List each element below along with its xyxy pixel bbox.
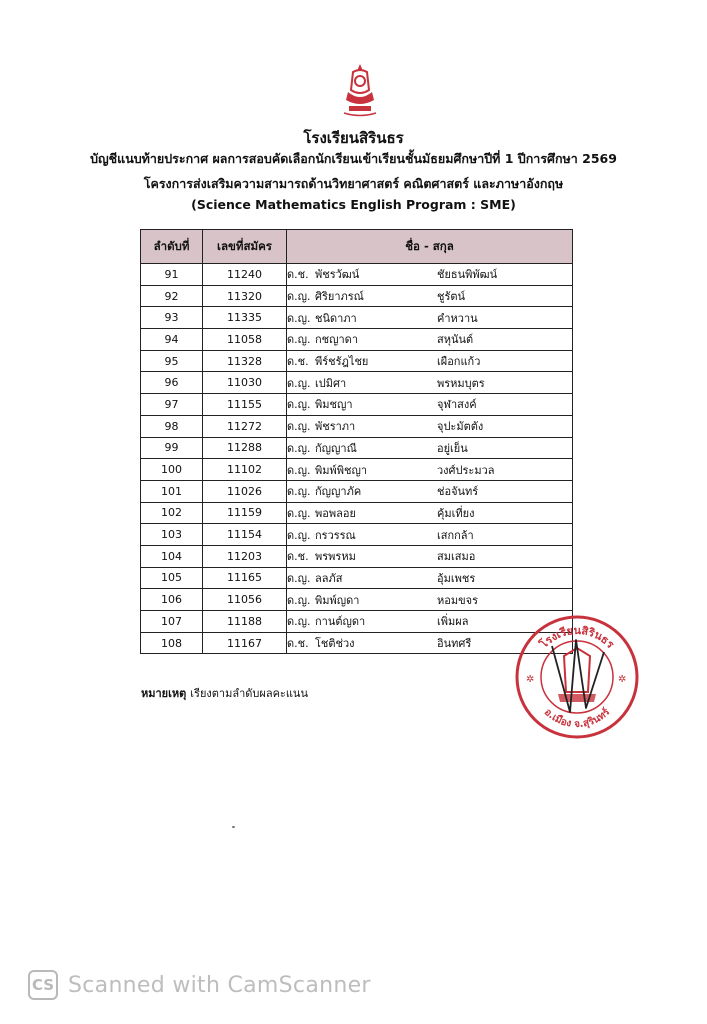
school-emblem-icon xyxy=(340,62,380,118)
svg-text:✲: ✲ xyxy=(526,674,535,685)
last-name: เสกกล้า xyxy=(437,528,474,542)
row-number: 99 xyxy=(141,437,203,459)
student-name xyxy=(287,264,573,286)
table-row xyxy=(141,589,573,611)
svg-text:อ.เมือง จ.สุรินทร์ xyxy=(542,706,613,730)
first-name: โชติช่วง xyxy=(315,637,355,651)
student-name xyxy=(287,502,573,524)
program-title-thai: โครงการส่งเสริมความสามารถด้านวิทยาศาสตร์ คณิตศาสตร์ และภาษาอังกฤษ xyxy=(143,176,564,191)
last-name: จุปะมัตตัง xyxy=(437,420,484,434)
application-id: 11165 xyxy=(203,567,287,589)
application-id: 11188 xyxy=(203,611,287,633)
first-name: พิมพ์ญดา xyxy=(315,593,360,607)
first-name: ลลภัส xyxy=(315,571,343,585)
last-name: วงศ์ประมวล xyxy=(437,463,495,477)
announcement-title: บัญชีแนบท้ายประกาศ ผลการสอบคัดเลือกนักเรียนเข้าเรียนชั้นมัธยมศึกษาปีที่ 1 ปีการศึกษา 2569 xyxy=(90,151,617,166)
last-name: ช่อจันทร์ xyxy=(437,485,479,499)
name-prefix: ด.ญ. xyxy=(287,376,311,390)
last-name: อุ้มเพชร xyxy=(437,571,476,585)
last-name: คุ้มเที่ยง xyxy=(437,506,475,520)
name-prefix: ด.ญ. xyxy=(287,506,311,520)
camscanner-logo-icon: CS xyxy=(28,970,58,1000)
last-name: เพิ่มผล xyxy=(437,615,469,629)
application-id: 11335 xyxy=(203,307,287,329)
row-number: 91 xyxy=(141,264,203,286)
table-row xyxy=(141,372,573,394)
table-header-row xyxy=(141,230,573,264)
student-name xyxy=(287,567,573,589)
name-prefix: ด.ญ. xyxy=(287,615,311,629)
row-number: 92 xyxy=(141,285,203,307)
last-name: พรหมบุตร xyxy=(437,376,485,390)
row-number: 95 xyxy=(141,350,203,372)
application-id: 11167 xyxy=(203,632,287,654)
first-name: ศิริยาภรณ์ xyxy=(315,290,364,304)
name-prefix: ด.ญ. xyxy=(287,290,311,304)
last-name: เผือกแก้ว xyxy=(437,355,481,369)
first-name: กชญาดา xyxy=(315,333,358,347)
student-name xyxy=(287,307,573,329)
application-id: 11240 xyxy=(203,264,287,286)
last-name: หอมขจร xyxy=(437,593,478,607)
name-prefix: ด.ญ. xyxy=(287,441,311,455)
row-number: 108 xyxy=(141,632,203,654)
table-row xyxy=(141,307,573,329)
application-id: 11058 xyxy=(203,329,287,351)
last-name: ชูรัตน์ xyxy=(437,290,466,304)
table-row xyxy=(141,394,573,416)
last-name: สมเสมอ xyxy=(437,550,476,564)
table-row xyxy=(141,502,573,524)
first-name: กัญญาณี xyxy=(315,441,357,455)
name-prefix: ด.ญ. xyxy=(287,420,311,434)
application-id: 11203 xyxy=(203,545,287,567)
table-row xyxy=(141,545,573,567)
application-id: 11288 xyxy=(203,437,287,459)
name-prefix: ด.ญ. xyxy=(287,571,311,585)
last-name: สหุนันต์ xyxy=(437,333,474,347)
application-id: 11272 xyxy=(203,415,287,437)
table-row xyxy=(141,524,573,546)
application-id: 11159 xyxy=(203,502,287,524)
row-number: 93 xyxy=(141,307,203,329)
row-number: 100 xyxy=(141,459,203,481)
table-row xyxy=(141,459,573,481)
first-name: พอพลอย xyxy=(315,506,356,520)
name-prefix: ด.ญ. xyxy=(287,311,311,325)
svg-text:✲: ✲ xyxy=(618,674,627,685)
name-prefix: ด.ช. xyxy=(287,355,309,369)
table-row xyxy=(141,611,573,633)
column-header-full-name: ชื่อ - สกุล xyxy=(287,230,573,264)
stamp-top-text: โรงเรียนสิรินธร xyxy=(537,623,617,651)
application-id: 11102 xyxy=(203,459,287,481)
name-prefix: ด.ญ. xyxy=(287,528,311,542)
student-name xyxy=(287,589,573,611)
column-header-number: ลำดับที่ xyxy=(141,230,203,264)
scan-speck xyxy=(232,826,235,828)
last-name: คำหวาน xyxy=(437,311,478,325)
student-name xyxy=(287,350,573,372)
name-prefix: ด.ญ. xyxy=(287,333,311,347)
application-id: 11154 xyxy=(203,524,287,546)
application-id: 11026 xyxy=(203,480,287,502)
last-name: ชัยธนพิพัฒน์ xyxy=(437,268,498,282)
student-name xyxy=(287,394,573,416)
student-name xyxy=(287,415,573,437)
first-name: พีร์ชรัฎไชย xyxy=(315,355,369,369)
row-number: 94 xyxy=(141,329,203,351)
student-name xyxy=(287,480,573,502)
row-number: 98 xyxy=(141,415,203,437)
table-row xyxy=(141,480,573,502)
name-prefix: ด.ช. xyxy=(287,268,309,282)
first-name: พรพรหม xyxy=(315,550,356,564)
footnote xyxy=(141,684,308,702)
student-name xyxy=(287,372,573,394)
table-row xyxy=(141,264,573,286)
first-name: กรวรรณ xyxy=(315,528,356,542)
row-number: 101 xyxy=(141,480,203,502)
school-name: โรงเรียนสิรินธร xyxy=(303,129,404,147)
first-name: พัชราภา xyxy=(315,420,356,434)
row-number: 105 xyxy=(141,567,203,589)
last-name: อยู่เย็น xyxy=(437,441,468,455)
application-id: 11328 xyxy=(203,350,287,372)
student-name xyxy=(287,285,573,307)
first-name: เปมิศา xyxy=(315,376,347,390)
row-number: 104 xyxy=(141,545,203,567)
results-table xyxy=(140,229,573,654)
first-name: พิมชญา xyxy=(315,398,353,412)
row-number: 106 xyxy=(141,589,203,611)
student-name xyxy=(287,329,573,351)
stamp-bottom-text: อ.เมือง จ.สุรินทร์ xyxy=(541,706,613,731)
application-id: 11056 xyxy=(203,589,287,611)
first-name: กานต์ญดา xyxy=(315,615,366,629)
official-school-stamp xyxy=(512,612,642,742)
application-id: 11030 xyxy=(203,372,287,394)
table-row xyxy=(141,632,573,654)
last-name: อินทศรี xyxy=(437,637,472,651)
name-prefix: ด.ช. xyxy=(287,637,309,651)
last-name: จุฬาสงค์ xyxy=(437,398,477,412)
footnote-text: เรียงตามลำดับผลคะแนน xyxy=(190,687,308,700)
table-row xyxy=(141,285,573,307)
column-header-application-id: เลขที่สมัคร xyxy=(203,230,287,264)
table-row xyxy=(141,415,573,437)
row-number: 102 xyxy=(141,502,203,524)
first-name: พิมพ์พิชญา xyxy=(315,463,368,477)
name-prefix: ด.ญ. xyxy=(287,593,311,607)
name-prefix: ด.ญ. xyxy=(287,398,311,412)
name-prefix: ด.ช. xyxy=(287,550,309,564)
camscanner-text: Scanned with CamScanner xyxy=(68,972,371,998)
table-row xyxy=(141,567,573,589)
name-prefix: ด.ญ. xyxy=(287,463,311,477)
student-name xyxy=(287,545,573,567)
camscanner-watermark xyxy=(28,968,371,1002)
student-name xyxy=(287,437,573,459)
table-row xyxy=(141,329,573,351)
table-body xyxy=(141,264,573,654)
student-name xyxy=(287,524,573,546)
program-title-english: (Science Mathematics English Program : SME) xyxy=(191,197,516,212)
row-number: 96 xyxy=(141,372,203,394)
first-name: ชนิดาภา xyxy=(315,311,357,325)
row-number: 103 xyxy=(141,524,203,546)
first-name: พัชรวัฒน์ xyxy=(315,268,360,282)
table-row xyxy=(141,437,573,459)
student-name xyxy=(287,459,573,481)
application-id: 11155 xyxy=(203,394,287,416)
application-id: 11320 xyxy=(203,285,287,307)
footnote-label: หมายเหตุ xyxy=(141,687,187,700)
table-row xyxy=(141,350,573,372)
row-number: 97 xyxy=(141,394,203,416)
name-prefix: ด.ญ. xyxy=(287,485,311,499)
row-number: 107 xyxy=(141,611,203,633)
first-name: กัญญาภัค xyxy=(315,485,362,499)
